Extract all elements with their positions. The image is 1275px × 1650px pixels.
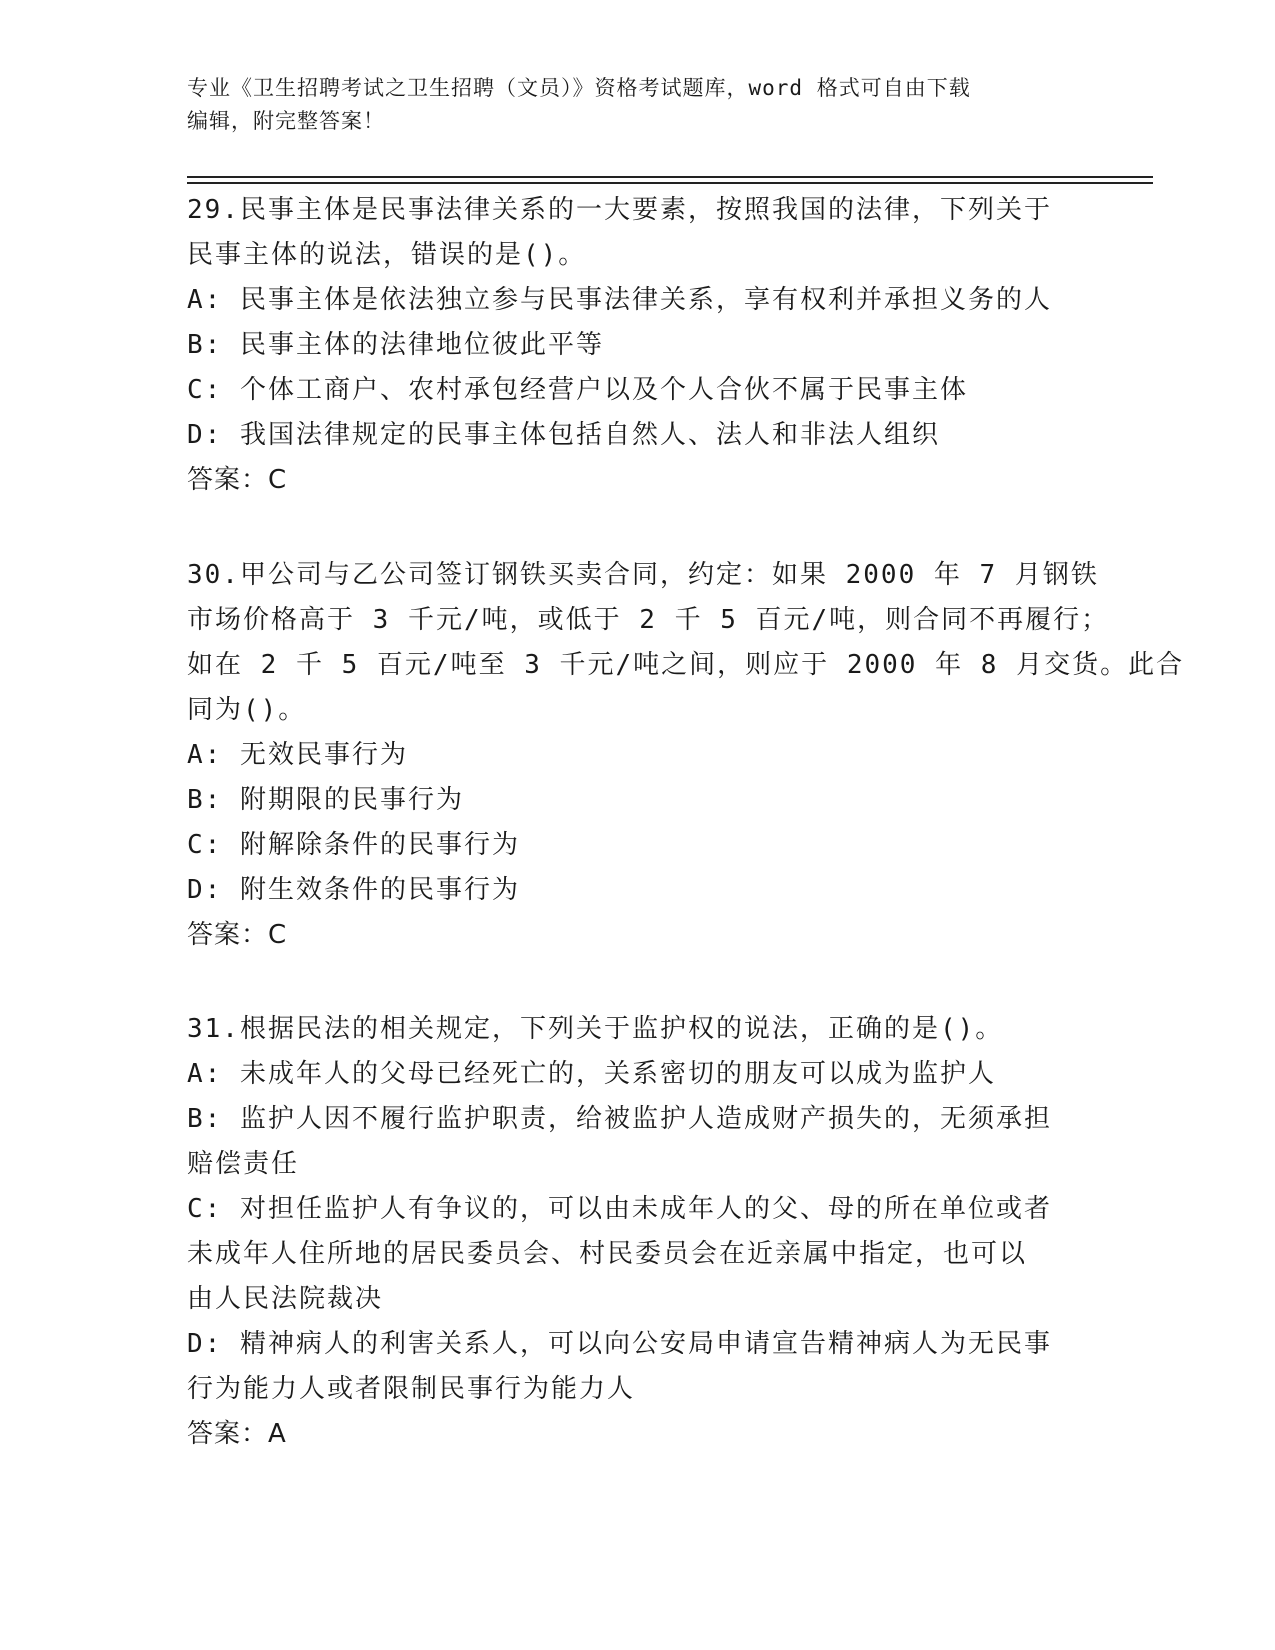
header-divider-bottom [187,182,1153,184]
question-stem-line: 29.民事主体是民事法律关系的一大要素，按照我国的法律，下列关于 [187,195,1052,225]
answer-label: 答案：A [187,1419,287,1449]
header-line-2: 编辑，附完整答案！ [187,109,385,133]
option-a: A: 未成年人的父母已经死亡的，关系密切的朋友可以成为监护人 [187,1059,996,1089]
question-30 [187,553,1185,958]
option-b-continued: 赔偿责任 [187,1149,300,1179]
option-b: B: 附期限的民事行为 [187,785,464,815]
option-c-continued: 由人民法院裁决 [187,1284,384,1314]
question-stem-line: 31.根据民法的相关规定，下列关于监护权的说法，正确的是()。 [187,1014,1004,1044]
question-stem-line: 30.甲公司与乙公司签订钢铁买卖合同，约定：如果 2000 年 7 月钢铁 [187,560,1099,590]
option-a: A: 民事主体是依法独立参与民事法律关系，享有权利并承担义务的人 [187,285,1052,315]
answer-label: 答案：C [187,920,288,950]
answer-label: 答案：C [187,465,288,495]
option-d: D: 精神病人的利害关系人，可以向公安局申请宣告精神病人为无民事 [187,1329,1052,1359]
option-d: D: 附生效条件的民事行为 [187,875,520,905]
document-header [187,72,1067,138]
option-d: D: 我国法律规定的民事主体包括自然人、法人和非法人组织 [187,420,940,450]
header-line-1: 专业《卫生招聘考试之卫生招聘（文员）》资格考试题库，word 格式可自由下载 [187,76,971,100]
option-c: C: 附解除条件的民事行为 [187,830,520,860]
question-stem-line: 同为()。 [187,695,307,725]
question-31 [187,1007,1077,1457]
question-stem-line: 民事主体的说法，错误的是()。 [187,240,587,270]
question-29 [187,188,1077,503]
option-b: B: 民事主体的法律地位彼此平等 [187,330,604,360]
option-c-continued: 未成年人住所地的居民委员会、村民委员会在近亲属中指定，也可以 [187,1239,1028,1269]
option-b: B: 监护人因不履行监护职责，给被监护人造成财产损失的，无须承担 [187,1104,1052,1134]
question-stem-line: 如在 2 千 5 百元/吨至 3 千元/吨之间，则应于 2000 年 8 月交货。此合 [187,650,1185,680]
option-c: C: 对担任监护人有争议的，可以由未成年人的父、母的所在单位或者 [187,1194,1052,1224]
question-stem-line: 市场价格高于 3 千元/吨，或低于 2 千 5 百元/吨，则合同不再履行； [187,605,1110,635]
header-divider-top [187,176,1153,178]
option-c: C: 个体工商户、农村承包经营户以及个人合伙不属于民事主体 [187,375,968,405]
option-d-continued: 行为能力人或者限制民事行为能力人 [187,1374,636,1404]
option-a: A: 无效民事行为 [187,740,408,770]
